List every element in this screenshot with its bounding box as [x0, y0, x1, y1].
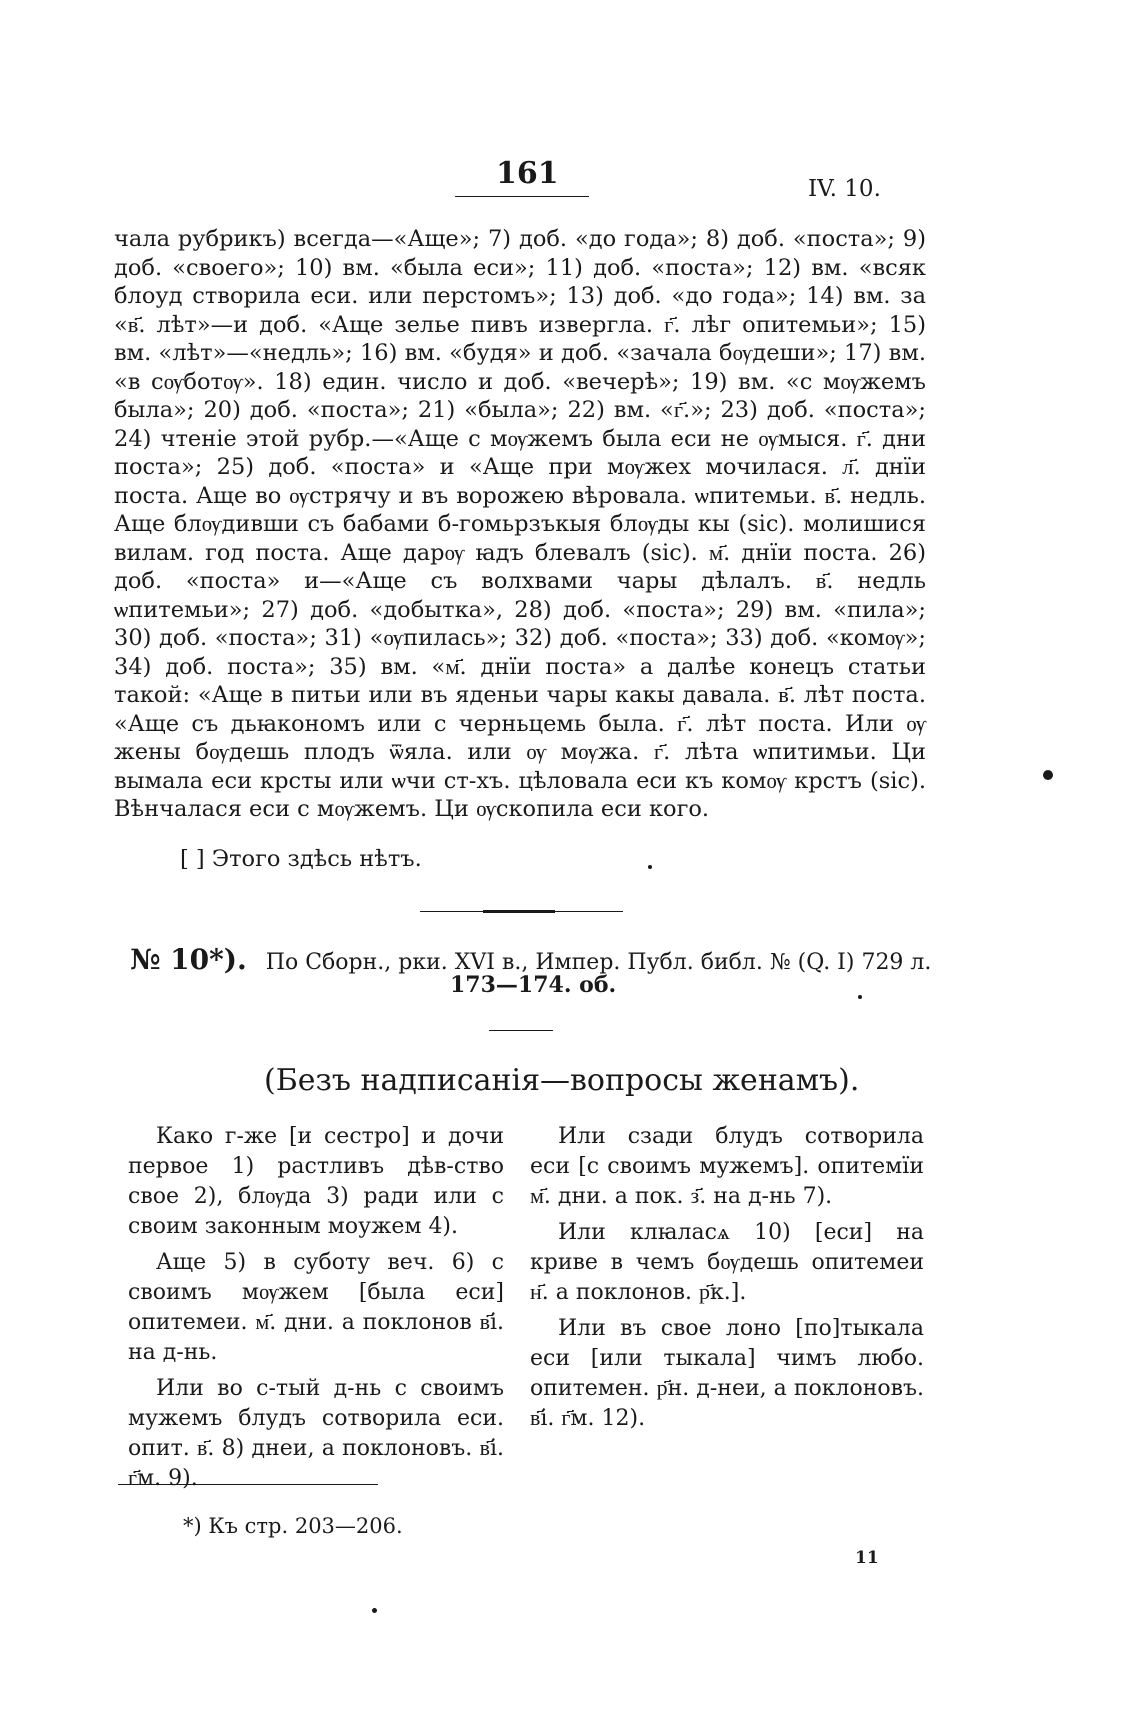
- ink-speck: [372, 1608, 377, 1613]
- manuscript-source: По Сборн., рки. XVI в., Импер. Публ. библ. № (Q. I) 729 л.: [265, 950, 932, 975]
- left-column: [128, 1122, 504, 1500]
- section-title: (Безъ надписанія—вопросы женамъ).: [264, 1063, 860, 1098]
- left-paragraph-3: Или во с-тый д-нь с своимъ мужемъ блудъ сотворила еси. опит. в҃. 8) днеи, а поклоновъ. в҃і. г҃м. 9).: [128, 1376, 504, 1491]
- right-column: [530, 1122, 924, 1440]
- commentary-paragraph: [114, 225, 926, 824]
- ink-speck: [1043, 770, 1053, 780]
- short-divider: [489, 1030, 553, 1031]
- header-rule: [455, 196, 589, 197]
- ink-speck: [858, 995, 862, 999]
- manuscript-folio: 173—174. об.: [450, 972, 617, 998]
- page-number: 161: [496, 156, 559, 191]
- bracket-note: [ ] Этого здѣсь нѣтъ.: [180, 846, 422, 872]
- right-paragraph-3: Или въ свое лоно [по]тыкала еси [или тыкала] чимъ любо. опитемен. р҃н. д-неи, а поклоновъ. в҃і. г҃м. 12).: [530, 1316, 924, 1431]
- running-signature: IV. 10.: [808, 176, 881, 202]
- left-paragraph-1: Како г-же [и сестро] и дочи первое 1) растливъ дѣв-ство свое 2), блѹда 3) ради или с своим законным моужем 4).: [128, 1124, 504, 1239]
- manuscript-number: № 10*).: [130, 943, 247, 976]
- right-paragraph-2: Или клꙗласѧ 10) [еси] на криве в чемъ бѹдешь опитемеи н҃. а поклонов. р҃к.].: [530, 1220, 924, 1305]
- ink-speck: [648, 865, 652, 869]
- footnote: *) Къ стр. 203—206.: [183, 1514, 403, 1538]
- footnote-rule: [118, 1484, 378, 1485]
- left-paragraph-2: Аще 5) в суботу веч. 6) с своимъ мѹжем [была еси] опитемеи. м҃. дни. а поклонов в҃і. на д-нь.: [128, 1250, 504, 1365]
- section-divider-thick: [483, 910, 555, 913]
- commentary-text: чала рубрикъ) всегда—«Аще»; 7) доб. «до года»; 8) доб. «поста»; 9) доб. «своего»; 10) вм. «была еси»; 11) доб. «поста»; 12) вм. «всяк блоуд створила еси. или перстомъ»; 13) доб. «до года»; 14) вм. за «в҃. лѣт»—и доб. «Аще зелье пивъ извергла. г҃. лѣг опитемьи»; 15) вм. «лѣт»—«недль»; 16) вм. «будя» и доб. «зачала бѹдеши»; 17) вм. «в сѹботѹ». 18) един. число и доб. «вечерѣ»; 19) вм. «с мѹжемъ была»; 20) доб. «поста»; 21) «была»; 22) вм. «г҃.»; 23) доб. «поста»; 24) чтеніе этой рубр.—«Аще с мѹжемъ была еси не ѹмыся. г҃. дни поста»; 25) доб. «поста» и «Аще при мѹжех мочилася. л҃. днїи поста. Аще во ѹстрячу и въ ворожею вѣровала. ѡпитемьи. в҃. недль. Аще блѹдивши съ бабами б-гомьрзъкыя блѹды кы (sic). молишися вилам. год поста. Аще дарѹ ꙗдъ блевалъ (sic). м҃. днїи поста. 26) доб. «поста» и—«Аще съ волхвами чары дѣлалъ. в҃. недль ѡпитемьи»; 27) доб. «добытка», 28) доб. «поста»; 29) вм. «пила»; 30) доб. «поста»; 31) «ѹпилась»; 32) доб. «поста»; 33) доб. «комѹ»; 34) доб. поста»; 35) вм. «м҃. днїи поста» а далѣе конецъ статьи такой: «Аще в питьи или въ яденьи чары какы давала. в҃. лѣт поста. «Аще съ дьꙗкономъ или с черньцемь была. г҃. лѣт поста. Или ѹ жены бѹдешь плодъ ѿяла. или ѹ мѹжа. г҃. лѣта ѡпитимьи. Ци вымала еси крсты или ѡчи ст-хъ. цѣловала еси къ комѹ крстъ (sic). Вѣнчалася еси с мѹжемъ. Ци ѹскопила еси кого.: [114, 226, 926, 822]
- right-paragraph-1: Или сзади блудъ сотворила еси [с своимъ мужемъ]. опитемїи м҃. дни. а пок. з҃. на д-нь 7).: [530, 1124, 924, 1209]
- gathering-signature: 11: [855, 1548, 879, 1568]
